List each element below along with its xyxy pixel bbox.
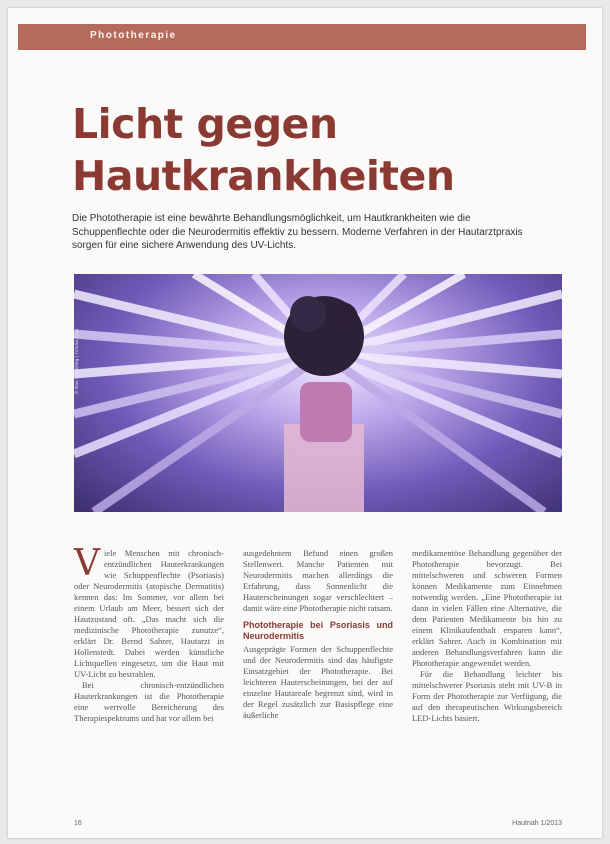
drop-cap: V [74,543,100,584]
magazine-issue: Hautnah 1/2013 [512,820,562,827]
column-3 [412,548,562,724]
title-line-2: Hautkrankheiten [72,152,455,200]
column-2 [243,548,393,721]
title-line-1: Licht gegen [72,100,338,148]
column-3-paragraph-1: medikamentöse Behandlung gegenüber der Phototherapie bevorzugt. Bei mittelschweren und schweren Formen können Medikamente zum Einnehmen notwendig werden. „Eine Phototherapie ist dann in vielen Fällen eine Alternative, die dem Patienten Medikamente bis hin zu einem Klinikaufenthalt ersparen kann“, erklärt Sahrer. Auch in Kombination mit anderen Behandlungsverfahren kann die Phototherapie angewendet werden. [412,548,562,668]
page-number: 16 [74,820,82,827]
article-title [72,98,552,202]
column-2-subheading: Phototherapie bei Psoriasis und Neurodermitis [243,620,393,641]
section-header-band [18,24,586,50]
article-lead: Die Phototherapie ist eine bewährte Behandlungsmöglichkeit, um Hautkrankheiten wie die Schuppenflechte oder die Neurodermitis effektiv zu bessern. Moderne Verfahren in der Hautarztpraxis sorgen für eine sichere Anwendung des UV-Lichts. [72,213,523,251]
uv-tanning-bed-illustration [74,274,562,512]
photo-credit: © Bas Rabeling | fotolia.com [74,328,79,394]
column-3-paragraph-2: Für die Behandlung leichter bis mittelschwerer Psoriasis steht mit UV-B in Form der Phototherapie zur Verfügung, die auf den therapeutischen Wirkungsbereich LED-Lichts basiert. [412,669,562,723]
column-1 [74,543,224,724]
column-2-paragraph-1: ausgedehntem Befund einen großen Stellenwert. Manche Patienten mit Neurodermitis machen allerdings die Erfahrung, dass Sonnenlicht die Hauterscheinungen sogar verschlechtert – damit wäre eine Phototherapie nicht ratsam. [243,548,393,613]
article-photo [74,274,562,512]
column-2-paragraph-2: Ausgeprägte Formen der Schuppenflechte und der Neurodermitis sind das häufigste Einsatzgebiet der Phototherapie. Bei leichteren Hauterscheinungen, bei der auf einzelne Hautareale begrenzt sind, wird in der Regel zusätzlich zur Basispflege eine äußerliche [243,644,393,720]
magazine-page [8,8,602,838]
article-body [74,543,562,808]
column-1-paragraph-1: iele Menschen mit chronisch-entzündlichen Hauterkrankungen wie Schuppenflechte (Psoriasis) oder Neurodermitis (atopische Dermatitis) kennen das: Im Sommer, vor allem bei einem Urlaub am Meer, bessert sich der Hautzustand oft. „Das macht sich die medizinische Phototherapie zunutze“, erklärt Dr. Bernd Sahrer, Hautarzt in Hollenstedt. Dabei werden künstliche Lichtquellen eingesetzt, um die Haut mit UV-Licht zu bestrahlen. [74,548,224,679]
section-label: Phototherapie [90,30,177,41]
column-1-paragraph-2: Bei chronisch-entzündlichen Hauterkrankungen ist die Phototherapie eine wertvolle Bereicherung des Therapiespektrums und hat vor allem bei [74,680,224,723]
